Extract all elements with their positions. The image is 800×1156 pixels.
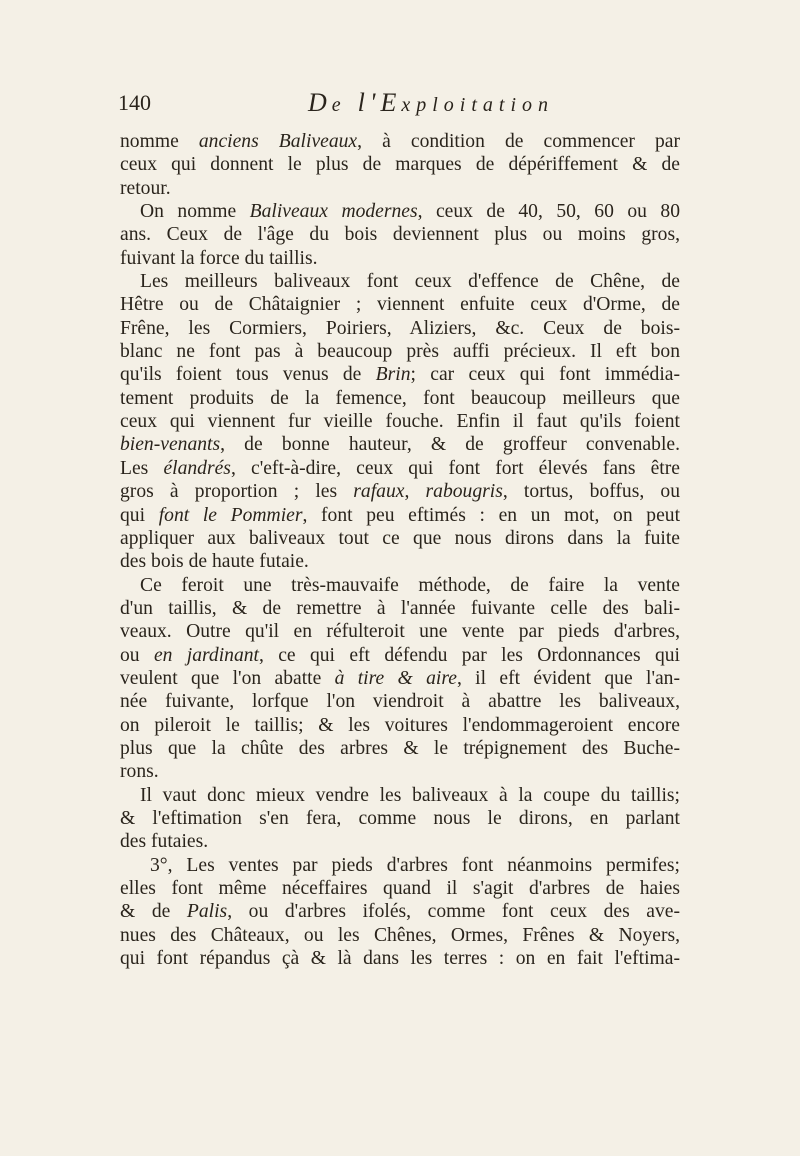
title-prefix: D (308, 88, 332, 117)
text-line (120, 690, 680, 713)
text-run: ; car ceux qui font immédia- (410, 364, 681, 386)
text-line (120, 714, 680, 737)
text-line (120, 363, 680, 386)
title-prefix-rest: e (331, 94, 358, 116)
text-line (120, 177, 680, 200)
text-run: ans. Ceux de l'âge du bois deviennent plus ou moins gros, (120, 224, 680, 246)
text-line (120, 574, 680, 597)
text-run: Hêtre ou de Châtaignier ; viennent enfuite ceux d'Orme, de (120, 294, 680, 316)
text-line (120, 433, 680, 456)
text-line (120, 667, 680, 690)
text-run: qui font répandus çà & là dans les terres : on en fait l'eftima- (120, 948, 680, 970)
text-line (120, 947, 680, 970)
text-run: fuivant la force du taillis. (120, 247, 318, 269)
text-run: Frêne, les Cormiers, Poiriers, Aliziers, &c. Ceux de bois- (120, 317, 680, 339)
text-line (120, 620, 680, 643)
text-line (120, 807, 680, 830)
text-run: Ce feroit une très-mauvaife méthode, de faire la vente (140, 574, 680, 596)
running-title (308, 88, 554, 118)
text-run: elles font même néceffaires quand il s'agit d'arbres de haies (120, 878, 680, 899)
text-run: , ou d'arbres ifolés, comme font ceux des ave- (227, 901, 681, 923)
text-line (120, 153, 680, 176)
text-line (120, 410, 680, 433)
text-line (120, 760, 680, 783)
text-run: ceux qui viennent fur vieille fouche. Enfin il faut qu'ils foient (120, 411, 680, 433)
running-head (118, 90, 678, 126)
text-line (120, 644, 680, 667)
text-run: , tortus, boffus, ou (502, 481, 680, 503)
italic-term: bien-venants (120, 434, 221, 456)
text-run: Les (120, 457, 164, 479)
italic-term: rabougris (425, 481, 503, 503)
text-run: , (404, 481, 426, 503)
text-line (120, 457, 680, 480)
text-line (120, 270, 680, 293)
text-run: blanc ne font pas à beaucoup près auffi précieux. Il eft bon (120, 341, 680, 363)
text-line (120, 550, 680, 573)
text-run: qui (120, 504, 159, 526)
text-run: , de bonne hauteur, & de groffeur convenable. (220, 434, 680, 456)
page-number: 140 (118, 90, 151, 115)
text-run: nues des Châteaux, ou les Chênes, Ormes, Frênes & Noyers, (120, 924, 680, 946)
text-run: rons. (120, 761, 159, 783)
page-body-text (120, 130, 680, 970)
text-run: 3°, Les ventes par pieds d'arbres font néanmoins permifes; (150, 854, 680, 876)
text-line (120, 200, 680, 223)
text-run: veaux. Outre qu'il en réfulteroit une vente par pieds d'arbres, (120, 621, 680, 643)
italic-term: élandrés (163, 457, 231, 479)
text-line (120, 293, 680, 316)
italic-term: font le Pommier (158, 504, 303, 526)
text-run: , il eft évident que l'an- (456, 667, 680, 689)
text-run: qu'ils foient tous venus de (120, 364, 376, 386)
text-line (120, 480, 680, 503)
text-line (120, 247, 680, 270)
text-line (120, 900, 680, 923)
text-line (120, 223, 680, 246)
text-line (120, 784, 680, 807)
text-line (120, 130, 680, 153)
text-run: & l'eftimation s'en fera, comme nous le dirons, en parlant (120, 807, 680, 829)
text-run: , à condition de commencer par (357, 131, 681, 152)
text-line (120, 877, 680, 900)
text-run: ceux qui donnent le plus de marques de dépériffement & de (120, 154, 680, 176)
text-line (120, 317, 680, 340)
text-line (120, 527, 680, 550)
text-run: , ce qui eft défendu par les Ordonnances qui (258, 644, 680, 666)
text-run: , c'eft-à-dire, ceux qui font fort élevés fans être (230, 457, 680, 479)
text-run: & de (120, 901, 187, 923)
text-run: nomme (120, 131, 199, 152)
text-run: , font peu eftimés : en un mot, on peut (302, 504, 681, 526)
italic-term: en jardinant (153, 644, 259, 666)
italic-term: Brin (375, 364, 411, 386)
text-run: tement produits de la femence, font beaucoup meilleurs que (120, 387, 680, 409)
text-run: d'un taillis, & de remettre à l'année fuivante celle des bali- (120, 597, 680, 619)
text-run: gros à proportion ; les (120, 481, 354, 503)
text-run: veulent que l'on abatte (120, 667, 335, 689)
text-line (120, 504, 680, 527)
text-run: des futaies. (120, 831, 209, 853)
text-run: On nomme (140, 201, 250, 223)
italic-term: rafaux (353, 481, 405, 503)
text-line (120, 340, 680, 363)
text-run: Il vaut donc mieux vendre les baliveaux à la coupe du taillis; (140, 784, 680, 806)
text-run: née fuivante, lorfque l'on viendroit à abattre les baliveaux, (120, 691, 680, 713)
text-run: retour. (120, 177, 171, 199)
text-line (120, 854, 680, 877)
text-line (120, 830, 680, 853)
italic-term: à tire & aire (334, 667, 457, 689)
text-run: on pileroit le taillis; & les voitures l'endommageroient encore (120, 714, 680, 736)
text-run: des bois de haute futaie. (120, 551, 309, 573)
text-line (120, 737, 680, 760)
italic-term: anciens Baliveaux (198, 131, 358, 152)
text-line (120, 924, 680, 947)
text-run: plus que la chûte des arbres & le trépignement des Buche- (120, 737, 680, 759)
text-run: ou (120, 644, 154, 666)
title-main: l'E (357, 88, 402, 117)
text-line (120, 387, 680, 410)
title-rest: xploitation (401, 94, 555, 116)
text-line (120, 597, 680, 620)
text-run: appliquer aux baliveaux tout ce que nous dirons dans la fuite (120, 527, 680, 549)
italic-term: Baliveaux modernes (249, 201, 418, 223)
italic-term: Palis (186, 901, 228, 923)
text-run: , ceux de 40, 50, 60 ou 80 (417, 201, 680, 223)
text-run: Les meilleurs baliveaux font ceux d'effence de Chêne, de (140, 271, 680, 293)
